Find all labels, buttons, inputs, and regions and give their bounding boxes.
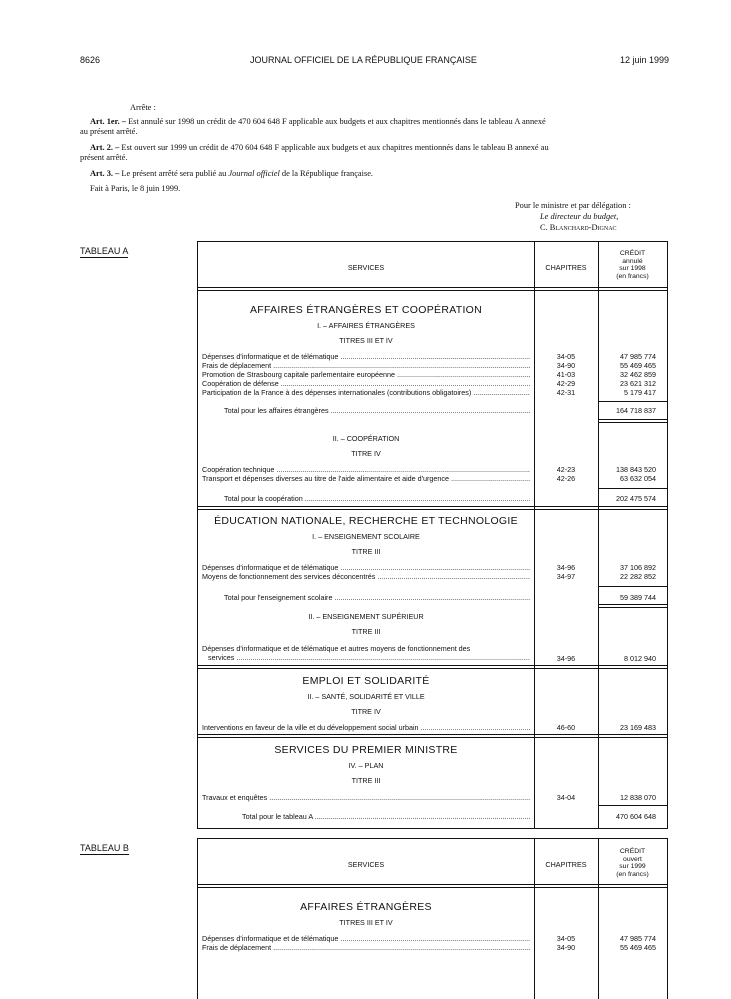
tableau-b-label: TABLEAU B — [80, 843, 129, 853]
article-2-text-cont: présent arrêté. — [80, 153, 128, 162]
subsection-title: II. – SANTÉ, SOLIDARITÉ ET VILLE — [307, 692, 425, 701]
titres-label: TITRE III — [351, 776, 381, 785]
subsection-title: II. – COOPÉRATION — [332, 434, 400, 443]
titres-label: TITRE IV — [351, 449, 381, 458]
table-row-chapitre: 42-26 — [556, 474, 576, 483]
total-label: Total pour les affaires étrangères ..... — [224, 406, 530, 415]
journal-officiel-ref: Journal officiel — [228, 169, 280, 178]
table-row-label: Dépenses d'informatique et de télématique ..... — [202, 934, 530, 943]
table-row-label-cont: services ..... — [208, 653, 530, 662]
table-row-label: Coopération de défense ..... — [202, 379, 530, 388]
article-1-text-cont: au présent arrêté. — [80, 127, 138, 136]
col-chapitres-header: CHAPITRES — [545, 860, 587, 869]
table-row-amount: 23 621 312 — [620, 379, 656, 388]
section-title: ÉDUCATION NATIONALE, RECHERCHE ET TECHNOLOGIE — [214, 515, 518, 527]
table-row-amount: 22 282 852 — [620, 572, 656, 581]
table-row-amount: 32 462 859 — [620, 370, 656, 379]
table-row-label: Travaux et enquêtes ..... — [202, 793, 530, 802]
page-number: 8626 — [80, 55, 101, 65]
table-row-label: Participation de la France à des dépenses internationales (contributions obligatoires) ..... — [202, 388, 530, 397]
subsection-title: II. – ENSEIGNEMENT SUPÉRIEUR — [308, 612, 424, 621]
table-row-chapitre: 42-29 — [556, 379, 576, 388]
credit-header-line-1: CRÉDIT — [619, 250, 646, 257]
issue-date: 12 juin 1999 — [620, 55, 670, 65]
table-row-amount: 138 843 520 — [616, 465, 656, 474]
table-row-amount: 55 469 465 — [620, 361, 656, 370]
table-row-chapitre: 41-03 — [556, 370, 576, 379]
table-row-label: Coopération technique ..... — [202, 465, 530, 474]
table-row-label: Transport et dépenses diverses au titre de l'aide alimentaire et aide d'urgence ..... — [202, 474, 530, 483]
credit-header-line-2: annulé — [622, 257, 643, 265]
fait-a-paris: Fait à Paris, le 8 juin 1999. — [90, 184, 181, 193]
table-row-label: Interventions en faveur de la ville et du développement social urbain ..... — [202, 723, 530, 732]
subsection-title: IV. – PLAN — [348, 761, 384, 770]
col-services-header: SERVICES — [347, 263, 385, 272]
article-3-label: Art. 3. – — [90, 169, 120, 178]
titres-label: TITRE IV — [351, 707, 381, 716]
article-1 — [90, 117, 667, 127]
section-title: SERVICES DU PREMIER MINISTRE — [274, 744, 458, 756]
subsection-title: I. – AFFAIRES ÉTRANGÈRES — [317, 321, 415, 330]
grand-total-label: Total pour le tableau A ..... — [242, 812, 530, 821]
table-row-label: Promotion de Strasbourg capitale parlementaire européenne ..... — [202, 370, 530, 379]
table-row-label: Frais de déplacement ..... — [202, 943, 530, 952]
table-row-label: Frais de déplacement ..... — [202, 361, 530, 370]
total-amount: 164 718 837 — [616, 406, 656, 415]
table-row-amount: 12 838 070 — [620, 793, 656, 802]
table-row-chapitre: 34-97 — [556, 572, 576, 581]
credit-header-line-4: (en francs) — [616, 870, 649, 878]
section-title: EMPLOI ET SOLIDARITÉ — [302, 675, 430, 687]
credit-header-line-3: sur 1999 — [619, 863, 646, 870]
table-row-amount: 23 169 483 — [620, 723, 656, 732]
table-row-chapitre: 34-04 — [556, 793, 576, 802]
table-row-chapitre: 34-05 — [556, 352, 576, 361]
table-row-amount: 47 985 774 — [620, 934, 656, 943]
arrete-heading: Arrête : — [130, 103, 156, 112]
article-3-text-b: de la République française. — [281, 169, 374, 178]
total-amount: 59 389 744 — [620, 593, 656, 602]
article-1-label: Art. 1er. – — [90, 117, 126, 126]
titres-label: TITRE III — [351, 627, 381, 636]
grand-total-amount: 470 604 648 — [616, 812, 656, 821]
table-row-chapitre: 34-90 — [556, 943, 576, 952]
table-row-chapitre: 34-05 — [556, 934, 576, 943]
credit-header-line-2: ouvert — [623, 855, 642, 863]
subsection-title: I. – ENSEIGNEMENT SCOLAIRE — [312, 532, 420, 541]
table-row-amount: 55 469 465 — [620, 943, 656, 952]
col-credit-header — [598, 250, 667, 280]
tableau-b — [197, 838, 668, 999]
tableau-a-label: TABLEAU A — [80, 246, 129, 256]
article-1-text: Est annulé sur 1998 un crédit de 470 604 648 F applicable aux budgets et aux chapitres mentionnés dans le tableau A annexé — [128, 117, 546, 126]
section-title: AFFAIRES ÉTRANGÈRES ET COOPÉRATION — [249, 304, 483, 316]
table-row-amount: 63 632 054 — [620, 474, 656, 483]
table-row-label: Dépenses d'informatique et de télématique et autres moyens de fonctionnement des — [202, 644, 471, 653]
signature-name: C. Blanchard-Dignac — [540, 223, 617, 232]
total-amount: 202 475 574 — [616, 494, 656, 503]
credit-header-line-1: CRÉDIT — [619, 848, 646, 855]
col-services-header: SERVICES — [347, 860, 385, 869]
titres-label: TITRES III ET IV — [339, 336, 393, 345]
credit-header-line-3: sur 1998 — [619, 265, 646, 272]
table-row-label: Dépenses d'informatique et de télématique ..... — [202, 563, 530, 572]
total-label: Total pour la coopération ..... — [224, 494, 530, 503]
table-row-amount: 47 985 774 — [620, 352, 656, 361]
article-2 — [90, 143, 667, 153]
table-row-label: Moyens de fonctionnement des services déconcentrés ..... — [202, 572, 530, 581]
article-3-text-a: Le présent arrêté sera publié au — [121, 169, 227, 178]
total-label: Total pour l'enseignement scolaire ..... — [224, 593, 530, 602]
table-row-amount: 8 012 940 — [624, 654, 656, 663]
journal-title: JOURNAL OFFICIEL DE LA RÉPUBLIQUE FRANÇAISE — [250, 55, 477, 65]
section-title: AFFAIRES ÉTRANGÈRES — [300, 901, 432, 913]
article-3 — [90, 169, 373, 179]
article-2-label: Art. 2. – — [90, 143, 120, 152]
table-row-chapitre: 34-96 — [556, 563, 576, 572]
credit-header-line-4: (en francs) — [616, 272, 649, 280]
table-row-label: Dépenses d'informatique et de télématique ..... — [202, 352, 530, 361]
table-row-chapitre: 34-90 — [556, 361, 576, 370]
table-row-chapitre: 34-96 — [556, 654, 576, 663]
signature-line-2: Le directeur du budget, — [540, 212, 619, 221]
table-row-amount: 37 106 892 — [620, 563, 656, 572]
titres-label: TITRES III ET IV — [339, 918, 393, 927]
article-2-text: Est ouvert sur 1999 un crédit de 470 604 648 F applicable aux budgets et aux chapitres mentionnés dans le tableau B annexé au — [121, 143, 549, 152]
col-chapitres-header: CHAPITRES — [545, 263, 587, 272]
table-row-chapitre: 42-31 — [556, 388, 576, 397]
tableau-a — [197, 241, 668, 829]
titres-label: TITRE III — [351, 547, 381, 556]
col-credit-header — [598, 848, 667, 878]
signature-line-1: Pour le ministre et par délégation : — [515, 201, 631, 210]
table-row-chapitre: 46-60 — [556, 723, 576, 732]
table-row-chapitre: 42-23 — [556, 465, 576, 474]
table-row-amount: 5 179 417 — [624, 388, 656, 397]
